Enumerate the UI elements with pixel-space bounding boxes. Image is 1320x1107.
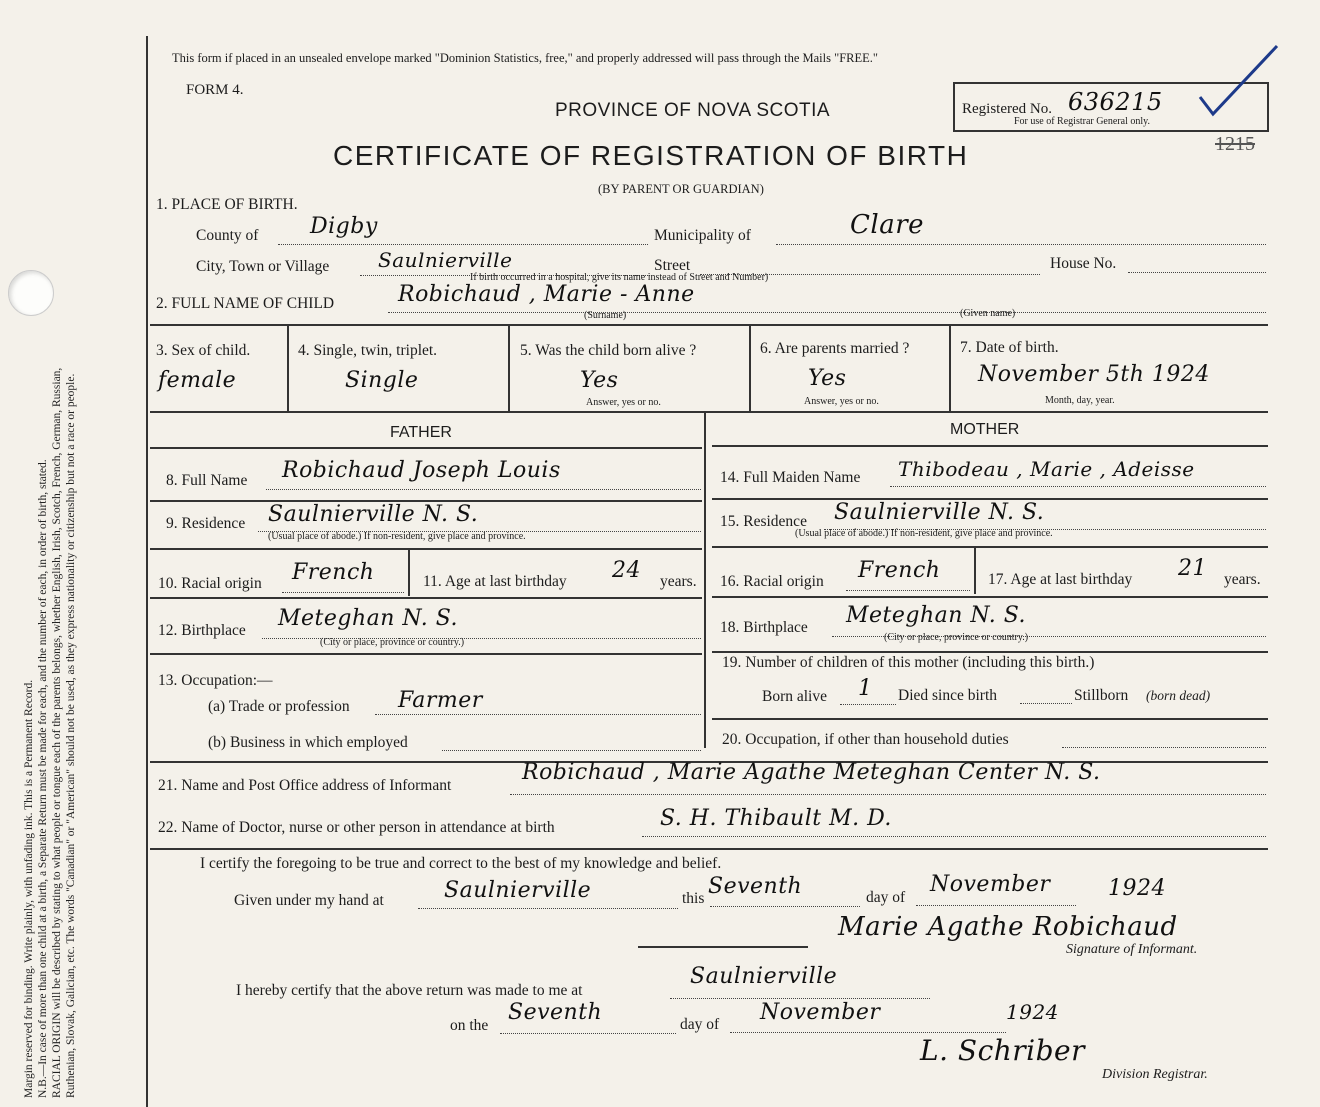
mother-name-line [890,486,1266,487]
certify-statement: I certify the foregoing to be true and correct to the best of my knowledge and belief. [200,855,722,872]
margin-rule [146,36,148,1107]
city-label: City, Town or Village [196,258,330,275]
col-2 [508,326,510,411]
father-heading: FATHER [390,424,452,441]
registrar-note: For use of Registrar General only. [1014,116,1150,127]
father-racial-line [282,592,404,593]
mother-racial-label: 16. Racial origin [720,573,824,590]
municipality-value: Clare [850,210,925,240]
born-alive-line [840,704,896,705]
mother-name-value: Thibodeau , Marie , Adeisse [898,457,1195,481]
mother-occupation-label: 20. Occupation, if other than household duties [722,731,1009,748]
mother-occupation-line [1062,747,1266,748]
col-3 [749,326,751,411]
registrar-day: Seventh [508,1000,603,1025]
margin-line-2: N.B.—In case of more than one child at a birth, a Separate Return must be made for each, and the number of each, in order of birth, stated. [37,459,49,1098]
born-alive-value: 1 [858,676,873,701]
informant-label: 21. Name and Post Office address of Informant [158,777,452,794]
alive-value: Yes [580,368,619,393]
house-line [1128,272,1266,273]
margin-notes [22,38,78,1098]
father-racial-value: French [292,560,375,585]
mother-racial-value: French [858,558,941,583]
rule-certify [150,848,1268,850]
house-label: House No. [1050,255,1117,272]
informant-line [510,794,1266,795]
died-label: Died since birth [898,687,998,704]
plurality-label: 4. Single, twin, triplet. [298,342,438,359]
father-rule-a [150,447,702,449]
surname-note: (Surname) [584,310,627,321]
given-place: Saulnierville [444,878,592,903]
mother-name-label: 14. Full Maiden Name [720,469,861,486]
registrar-month: November [760,1000,881,1025]
registrar-place: Saulnierville [690,964,838,989]
registrar-year: 1924 [1006,1000,1059,1024]
this-label: this [682,890,705,907]
given-day: Seventh [708,874,803,899]
sex-value: female [158,368,237,393]
mother-residence-value: Saulnierville N. S. [834,500,1045,525]
county-label: County of [196,227,259,244]
mother-residence-note: (Usual place of abode.) If non-resident, give place and province. [795,528,1053,539]
mother-rule-f [712,718,1268,720]
registrar-label: Division Registrar. [1102,1067,1208,1082]
father-name-value: Robichaud Joseph Louis [282,458,561,483]
given-month: November [930,872,1051,897]
mother-residence-label: 15. Residence [720,513,807,530]
father-trade-value: Farmer [398,688,483,713]
father-trade-line [375,714,701,715]
col-1 [287,326,289,411]
subtitle: (BY PARENT OR GUARDIAN) [598,182,764,196]
given-label: Given under my hand at [234,892,384,909]
father-occupation-label: 13. Occupation:— [158,672,273,689]
stillborn-note: (born dead) [1146,688,1211,703]
stillborn-label: Stillborn [1074,687,1129,704]
informant-value: Robichaud , Marie Agathe Meteghan Center N. S. [522,760,1101,785]
mother-heading: MOTHER [950,421,1020,438]
father-residence-value: Saulnierville N. S. [268,502,479,527]
form-number: FORM 4. [186,82,244,98]
registered-label: Registered No. [962,101,1052,117]
father-rule-d [150,597,702,599]
father-name-line [266,489,701,490]
mother-age-label: 17. Age at last birthday [988,571,1133,588]
page-title: CERTIFICATE OF REGISTRATION OF BIRTH [333,140,969,171]
alive-note: Answer, yes or no. [586,397,661,408]
registrar-place-line [670,998,930,999]
checkmark-icon [1195,42,1285,122]
mother-rule-a [712,445,1268,447]
parents-divider [704,413,706,748]
rule-1 [150,324,1268,326]
father-age-value: 24 [612,558,641,583]
street-label: Street [654,257,691,274]
dob-value: November 5th 1924 [978,362,1210,387]
alive-label: 5. Was the child born alive ? [520,342,697,359]
mother-birthplace-label: 18. Birthplace [720,619,808,636]
registrar-signature: L. Schriber [920,1034,1086,1067]
married-label: 6. Are parents married ? [760,340,910,357]
registrar-statement: I hereby certify that the above return was made to me at [236,982,583,999]
mother-birthplace-note: (City or place, province or country.) [884,632,1029,643]
sex-label: 3. Sex of child. [156,342,251,359]
county-line [278,244,648,245]
father-residence-note: (Usual place of abode.) If non-resident, give place and province. [268,531,526,542]
rule-2 [150,411,1268,413]
mother-birthplace-value: Meteghan N. S. [846,603,1027,628]
municipality-line [776,244,1266,245]
margin-line-3: RACIAL ORIGIN will be described by stating to what people or tongue each of the parents belongs, whether English, Irish, Scotch, French, German, Russian, [51,367,63,1098]
mother-children-label: 19. Number of children of this mother (including this birth.) [722,654,1095,671]
divider-short [638,946,808,948]
child-name-line [388,312,1266,313]
mail-notice: This form if placed in an unsealed envelope marked "Dominion Statistics, free," and properly addressed will pass through the Mails "FREE." [172,51,879,65]
died-line [1020,703,1072,704]
doctor-line [642,836,1266,837]
dob-label: 7. Date of birth. [960,339,1059,356]
municipality-label: Municipality of [654,227,751,244]
place-of-birth-label: 1. PLACE OF BIRTH. [156,196,298,213]
married-note: Answer, yes or no. [804,396,879,407]
child-name-label: 2. FULL NAME OF CHILD [156,295,335,312]
given-month-line [916,905,1076,906]
married-value: Yes [808,366,847,391]
born-alive-label: Born alive [762,688,827,705]
plurality-value: Single [345,368,419,393]
father-birthplace-note: (City or place, province or country.) [320,637,465,648]
informant-signature: Marie Agathe Robichaud [838,912,1178,942]
margin-line-1: Margin reserved for binding. Write plainly, with unfading ink. This is a Permanent Record. [23,679,35,1098]
mother-rule-e [712,651,1268,653]
street-note: If birth occurred in a hospital, give its name instead of Street and Number) [470,272,769,283]
doctor-value: S. H. Thibault M. D. [660,806,892,831]
city-value: Saulnierville [378,248,513,272]
day-of-label: day of [866,889,906,906]
given-day-line [710,906,860,907]
punch-hole [8,270,54,316]
mother-age-divider [974,548,976,594]
dob-note: Month, day, year. [1045,395,1115,406]
struck-number: 1215 [1215,133,1255,155]
father-trade-label: (a) Trade or profession [208,698,350,715]
registered-number: 636215 [1068,88,1163,116]
father-rule-e [150,653,702,655]
margin-line-4: Ruthenian, Slovak, Galician, etc. The words "Canadian" or "American" should not be used, as they express nationality or citizenship but not a race or people. [65,373,77,1098]
mother-age-unit: years. [1224,571,1261,588]
on-the-label: on the [450,1017,489,1034]
given-note: (Given name) [960,308,1016,319]
registrar-day-of: day of [680,1016,720,1033]
county-value: Digby [310,214,378,239]
informant-signature-label: Signature of Informant. [1066,942,1198,957]
mother-racial-line [846,590,970,591]
father-residence-label: 9. Residence [166,515,246,532]
registrar-month-line [730,1032,1006,1033]
father-name-label: 8. Full Name [166,472,248,489]
father-business-label: (b) Business in which employed [208,734,408,751]
father-business-line [442,750,701,751]
father-age-divider [408,550,410,596]
father-birthplace-value: Meteghan N. S. [278,606,459,631]
father-racial-label: 10. Racial origin [158,575,262,592]
province-heading: PROVINCE OF NOVA SCOTIA [555,100,831,121]
col-4 [949,326,951,411]
doctor-label: 22. Name of Doctor, nurse or other person in attendance at birth [158,819,555,836]
father-age-unit: years. [660,573,697,590]
father-rule-c [150,548,702,550]
registrar-day-line [500,1033,676,1034]
father-birthplace-label: 12. Birthplace [158,622,246,639]
father-age-label: 11. Age at last birthday [423,573,567,590]
mother-rule-c [712,546,1268,548]
mother-age-value: 21 [1178,556,1207,581]
mother-rule-d [712,596,1268,598]
given-year: 1924 [1108,876,1166,901]
child-name-value: Robichaud , Marie - Anne [398,282,695,307]
given-place-line [418,908,678,909]
